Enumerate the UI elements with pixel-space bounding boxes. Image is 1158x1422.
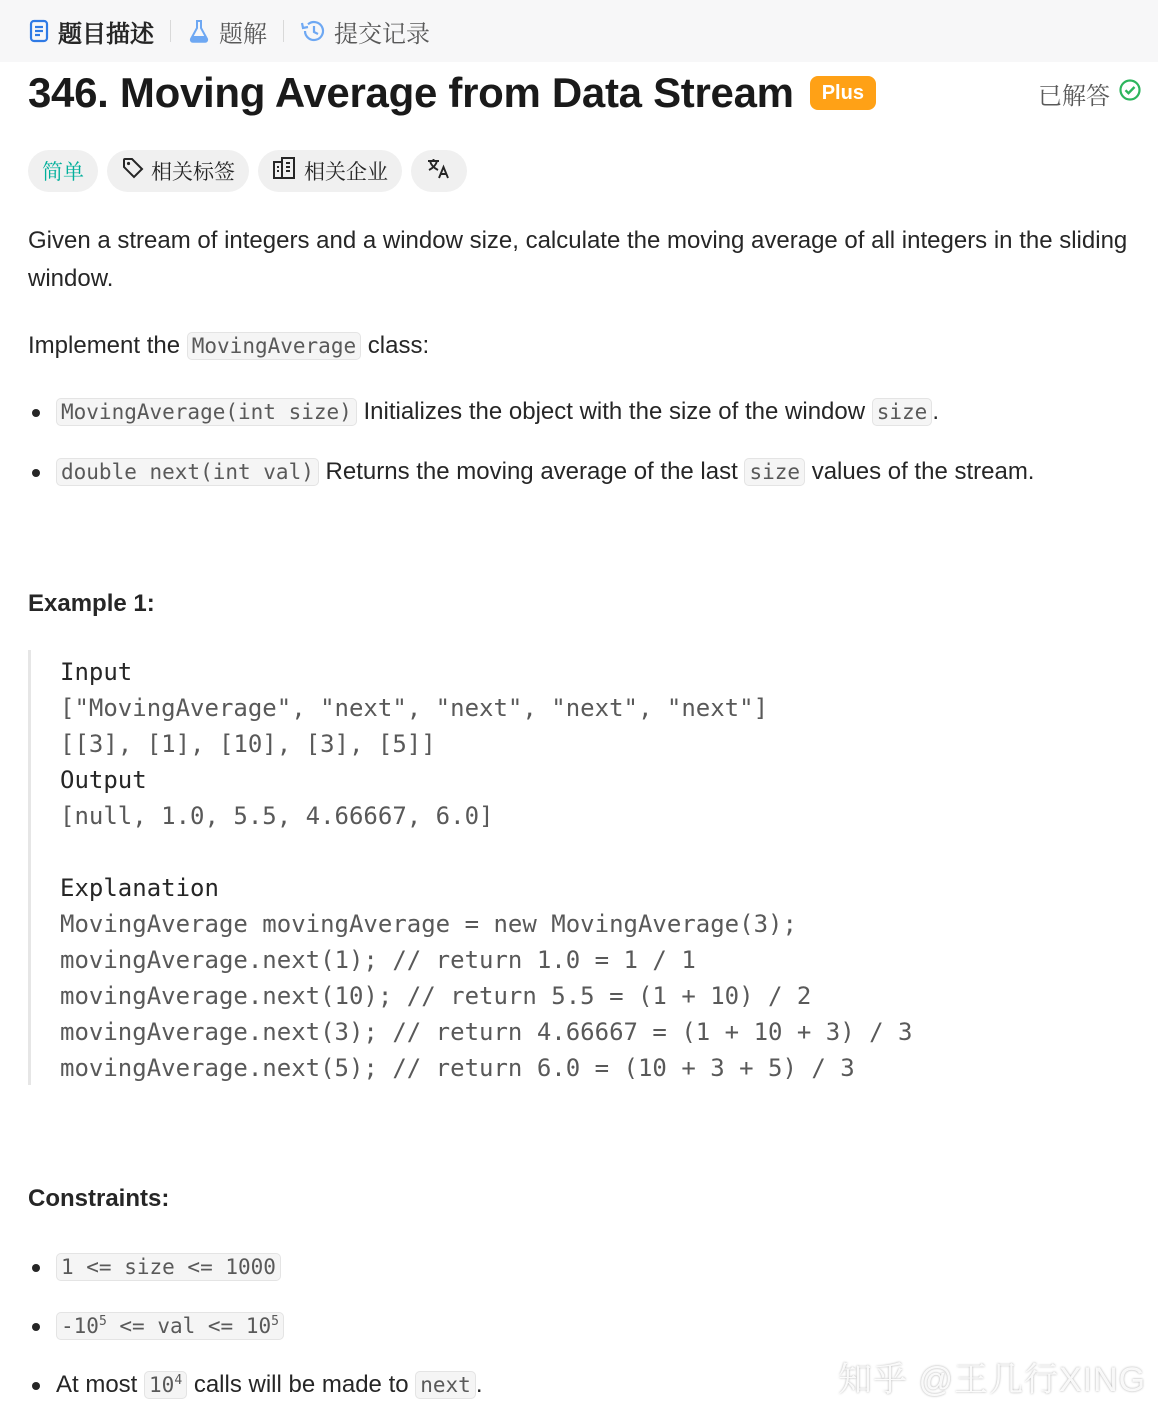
output-line: [null, 1.0, 5.5, 4.66667, 6.0] — [60, 802, 494, 830]
next-code: next — [415, 1371, 476, 1399]
tab-solutions[interactable] — [179, 14, 275, 49]
next-method-text: Returns the moving average of the last — [318, 458, 745, 485]
difficulty-label: 简单 — [42, 161, 84, 184]
problem-title[interactable]: 346. Moving Average from Data Stream — [28, 69, 794, 116]
calls-mid: calls will be made to — [187, 1371, 416, 1398]
val-min-exponent: 5 — [98, 1314, 107, 1329]
tab-divider — [283, 20, 284, 42]
solved-label: 已解答 — [1038, 83, 1110, 110]
calls-prefix: At most — [56, 1371, 145, 1398]
input-line: [[3], [1], [10], [3], [5]] — [60, 730, 436, 758]
related-tags-chip[interactable] — [107, 150, 249, 192]
explanation-line: movingAverage.next(5); // return 6.0 = (10 + 3 + 5) / 3 — [60, 1054, 855, 1082]
example-block — [28, 650, 1118, 1085]
constructor-text: Initializes the object with the size of the window — [356, 398, 872, 425]
calls-count-code — [144, 1371, 187, 1399]
output-label: Output — [60, 766, 147, 794]
history-icon — [300, 19, 326, 43]
flask-icon — [187, 19, 211, 43]
explanation-line: movingAverage.next(3); // return 4.66667 = (1 + 10 + 3) / 3 — [60, 1018, 913, 1046]
size-code: size — [872, 398, 933, 426]
input-line: ["MovingAverage", "next", "next", "next", "next"] — [60, 694, 769, 722]
tab-description[interactable] — [20, 14, 162, 49]
description-icon — [28, 19, 50, 43]
constructor-code: MovingAverage(int size) — [56, 398, 357, 426]
implement-suffix: class: — [361, 332, 430, 359]
list-item — [28, 1307, 1146, 1345]
description-paragraph: Given a stream of integers and a window size, calculate the moving average of all integers in the sliding window. — [28, 227, 1128, 292]
example-spacer — [60, 834, 1118, 870]
problem-description — [28, 222, 1146, 623]
tab-submissions[interactable] — [292, 14, 438, 49]
explanation-line: movingAverage.next(10); // return 5.5 = (1 + 10) / 2 — [60, 982, 812, 1010]
translate-chip[interactable] — [411, 150, 467, 192]
calls-end: . — [475, 1371, 483, 1398]
tab-submissions-label: 提交记录 — [334, 20, 430, 48]
list-item — [28, 393, 1146, 431]
problem-chips — [28, 150, 467, 192]
related-companies-label: 相关企业 — [304, 161, 388, 184]
val-constraint-code — [56, 1312, 284, 1340]
plus-badge: Plus — [810, 76, 876, 110]
size-code: size — [744, 458, 805, 486]
calls-base: 10 — [149, 1373, 175, 1397]
list-item — [28, 1248, 1146, 1286]
list-item — [28, 453, 1146, 491]
class-name-code: MovingAverage — [187, 332, 361, 360]
explanation-label: Explanation — [60, 874, 219, 902]
constructor-end: . — [932, 398, 939, 425]
tab-bar — [0, 0, 1158, 62]
implement-text: Implement the — [28, 332, 187, 359]
related-tags-label: 相关标签 — [151, 161, 235, 184]
input-label: Input — [60, 658, 133, 686]
method-list — [28, 393, 1146, 491]
calls-exponent: 4 — [174, 1373, 183, 1388]
difficulty-chip[interactable] — [28, 150, 98, 192]
explanation-line: movingAverage.next(1); // return 1.0 = 1 / 1 — [60, 946, 696, 974]
title-row — [28, 68, 1142, 118]
solved-status — [1038, 76, 1142, 111]
next-method-end: values of the stream. — [805, 458, 1035, 485]
check-circle-icon — [1118, 78, 1142, 109]
val-max-exponent: 5 — [271, 1314, 279, 1329]
watermark: 知乎 @王几行XING — [838, 1361, 1147, 1399]
implement-paragraph — [28, 327, 1146, 365]
val-min-base: -10 — [61, 1314, 99, 1338]
val-max-base: <= val <= 10 — [106, 1314, 272, 1338]
building-icon — [272, 156, 298, 186]
constraints-heading: Constraints: — [28, 1185, 170, 1212]
tab-solutions-label: 题解 — [219, 20, 267, 48]
tab-description-label: 题目描述 — [58, 20, 154, 48]
tag-icon — [121, 156, 145, 186]
example-heading: Example 1: — [28, 590, 155, 617]
next-method-code: double next(int val) — [56, 458, 319, 486]
related-companies-chip[interactable] — [258, 150, 402, 192]
translate-icon — [425, 156, 453, 186]
explanation-line: MovingAverage movingAverage = new MovingAverage(3); — [60, 910, 797, 938]
size-constraint-code: 1 <= size <= 1000 — [56, 1253, 281, 1281]
tab-divider — [170, 20, 171, 42]
